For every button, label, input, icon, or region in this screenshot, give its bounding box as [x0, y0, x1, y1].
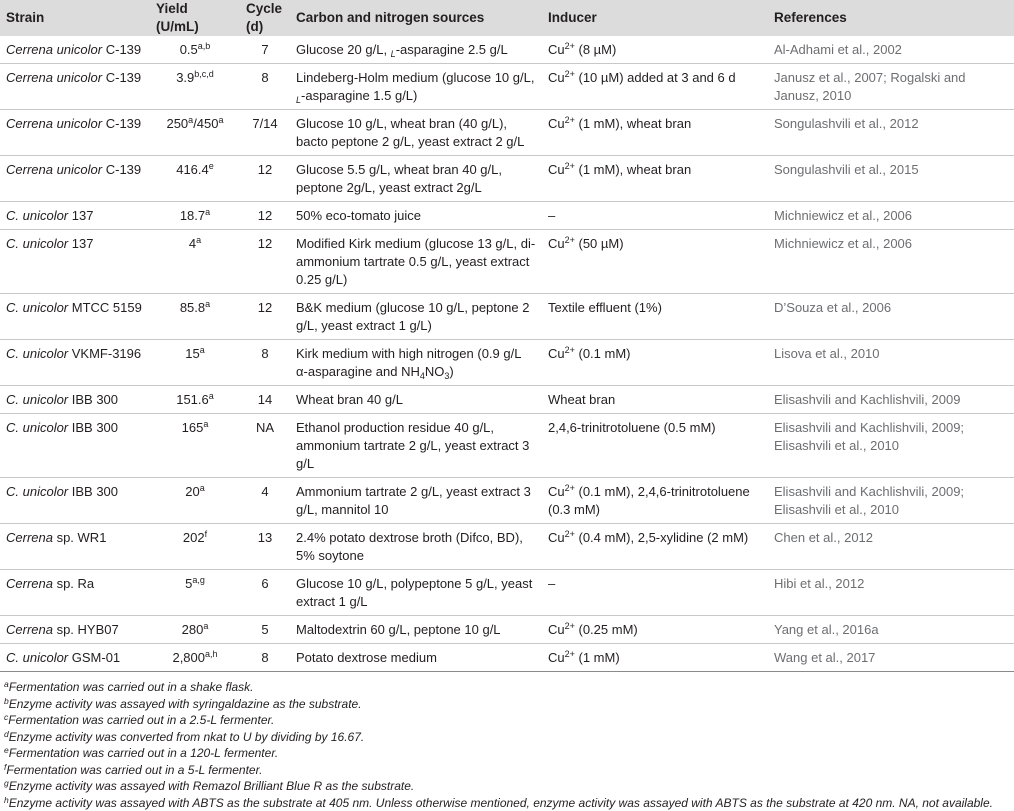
strain-genus: C. unicolor [6, 484, 68, 499]
cell-inducer [542, 110, 768, 156]
cell-strain [0, 64, 150, 110]
yield-footnote-mark: a [200, 483, 205, 493]
table-row [0, 202, 1014, 230]
strain-genus: Cerrena unicolor [6, 116, 102, 131]
footnote-text: Enzyme activity was assayed with ABTS as the substrate at 405 nm. Unless otherwise mentioned, enzyme activity was assayed with ABTS as the substrate at 420 nm. NA, not available. [9, 796, 993, 810]
cell-references: Elisashvili and Kachlishvili, 2009; Elisashvili et al., 2010 [768, 478, 1014, 524]
strain-genus: C. unicolor [6, 236, 68, 251]
cell-text: Cu [548, 70, 565, 85]
cell-references: Songulashvili et al., 2015 [768, 156, 1014, 202]
cell-yield [150, 570, 240, 616]
cell-cycle: NA [240, 414, 290, 478]
cell-text: Textile effluent (1%) [548, 300, 662, 315]
cell-inducer [542, 36, 768, 64]
cell-sources [290, 156, 542, 202]
strain-genus: Cerrena [6, 576, 53, 591]
cell-cycle: 12 [240, 294, 290, 340]
cell-text: (1 mM), wheat bran [575, 116, 691, 131]
cell-strain [0, 644, 150, 672]
cell-cycle: 12 [240, 202, 290, 230]
cell-text: (1 mM), wheat bran [575, 162, 691, 177]
cell-yield [150, 36, 240, 64]
header-inducer: Inducer [542, 0, 768, 36]
cell-text: (0.25 mM) [575, 622, 638, 637]
yield-footnote-mark: e [209, 161, 214, 171]
footnote [4, 712, 1010, 729]
cell-references: Wang et al., 2017 [768, 644, 1014, 672]
strain-id: MTCC 5159 [68, 300, 142, 315]
strain-id: sp. Ra [53, 576, 94, 591]
cell-inducer [542, 230, 768, 294]
yield-value: 202 [183, 530, 205, 545]
cell-references: Songulashvili et al., 2012 [768, 110, 1014, 156]
cell-text: ) [449, 364, 453, 379]
strain-genus: Cerrena unicolor [6, 162, 102, 177]
footnote [4, 762, 1010, 779]
cell-text: Cu [548, 650, 565, 665]
strain-genus: Cerrena unicolor [6, 70, 102, 85]
cell-text: – [548, 576, 555, 591]
cell-sources [290, 478, 542, 524]
yield-value: 165 [182, 420, 204, 435]
cell-text: – [548, 208, 555, 223]
cell-text: Modified Kirk medium (glucose 13 g/L, di-ammonium tartrate 0.5 g/L, yeast extract 0.25 g/L) [296, 236, 535, 287]
table-row [0, 570, 1014, 616]
cell-references: Al-Adhami et al., 2002 [768, 36, 1014, 64]
cell-text: 2,4,6-trinitrotoluene (0.5 mM) [548, 420, 716, 435]
table-row [0, 414, 1014, 478]
cell-inducer [542, 294, 768, 340]
cell-sources [290, 202, 542, 230]
subscript: 4 [420, 371, 425, 381]
cell-text: -asparagine 1.5 g/L) [301, 88, 417, 103]
yield-footnote-mark: f [205, 529, 208, 539]
cell-yield [150, 340, 240, 386]
cell-text: Wheat bran 40 g/L [296, 392, 403, 407]
cell-references: D’Souza et al., 2006 [768, 294, 1014, 340]
yield-value: 20 [185, 484, 199, 499]
header-sources: Carbon and nitrogen sources [290, 0, 542, 36]
footnote-text: Fermentation was carried out in a 2.5-L fermenter. [8, 713, 274, 727]
cell-text: Cu [548, 162, 565, 177]
cell-yield [150, 64, 240, 110]
cell-sources [290, 294, 542, 340]
table-row [0, 340, 1014, 386]
footnote-text: Fermentation was carried out in a shake flask. [9, 680, 254, 694]
cell-sources [290, 340, 542, 386]
yield-footnote-mark: a [196, 235, 201, 245]
cell-inducer [542, 414, 768, 478]
cell-text: 50% eco-tomato juice [296, 208, 421, 223]
header-cycle: Cycle (d) [240, 0, 290, 36]
cell-strain [0, 386, 150, 414]
strain-id: 137 [68, 208, 93, 223]
cell-strain [0, 230, 150, 294]
table-row [0, 110, 1014, 156]
cell-yield [150, 414, 240, 478]
cell-inducer [542, 616, 768, 644]
cell-references: Elisashvili and Kachlishvili, 2009; Elisashvili et al., 2010 [768, 414, 1014, 478]
footnote-mark: c [4, 712, 8, 722]
cell-text: Cu [548, 236, 565, 251]
superscript: 2+ [565, 649, 575, 659]
strain-id: sp. HYB07 [53, 622, 119, 637]
table-footnotes [0, 672, 1014, 811]
superscript: 2+ [565, 483, 575, 493]
table-row [0, 386, 1014, 414]
cell-inducer [542, 156, 768, 202]
cell-inducer [542, 202, 768, 230]
cell-text: Potato dextrose medium [296, 650, 437, 665]
cell-sources [290, 414, 542, 478]
yield-footnote-mark: a,h [205, 649, 218, 659]
cell-strain [0, 294, 150, 340]
strain-id: 137 [68, 236, 93, 251]
cell-yield [150, 478, 240, 524]
cell-text: Ethanol production residue 40 g/L, ammonium tartrate 2 g/L, yeast extract 3 g/L [296, 420, 529, 471]
cell-text: Kirk medium with high nitrogen (0.9 g/L α-asparagine and NH [296, 346, 521, 379]
cell-sources [290, 64, 542, 110]
footnote-mark: b [4, 696, 9, 706]
table-row [0, 36, 1014, 64]
strain-genus: C. unicolor [6, 650, 68, 665]
cell-yield [150, 156, 240, 202]
yield-value: 2,800 [172, 650, 205, 665]
yield-value: 416.4 [176, 162, 209, 177]
superscript: 2+ [565, 235, 575, 245]
yield-footnote-mark: a [188, 115, 193, 125]
cell-inducer [542, 524, 768, 570]
cell-inducer [542, 386, 768, 414]
yield-value: 15 [185, 346, 199, 361]
cell-sources [290, 386, 542, 414]
table-row [0, 478, 1014, 524]
footnote-text: Fermentation was carried out in a 120-L fermenter. [9, 746, 278, 760]
yield-value: 250 [166, 116, 188, 131]
table-row [0, 156, 1014, 202]
footnote [4, 729, 1010, 746]
footnote [4, 778, 1010, 795]
footnote-mark: f [4, 762, 6, 772]
header-row [0, 0, 1014, 36]
cell-cycle: 7/14 [240, 110, 290, 156]
yield-footnote-mark-2: a [219, 115, 224, 125]
strain-id: C-139 [102, 162, 141, 177]
yield-value: 0.5 [180, 42, 198, 57]
footnote-text: Enzyme activity was converted from nkat to U by dividing by 16.67. [9, 730, 365, 744]
cell-strain [0, 156, 150, 202]
cell-inducer [542, 570, 768, 616]
strain-genus: C. unicolor [6, 346, 68, 361]
cell-strain [0, 340, 150, 386]
strain-id: C-139 [102, 42, 141, 57]
cell-cycle: 6 [240, 570, 290, 616]
superscript: 2+ [565, 69, 575, 79]
cell-cycle: 8 [240, 644, 290, 672]
cell-text: (10 µM) added at 3 and 6 d [575, 70, 736, 85]
cell-strain [0, 36, 150, 64]
yield-footnote-mark: a [205, 207, 210, 217]
cell-inducer [542, 644, 768, 672]
cell-inducer [542, 478, 768, 524]
cell-cycle: 8 [240, 64, 290, 110]
cell-text: Glucose 10 g/L, polypeptone 5 g/L, yeast extract 1 g/L [296, 576, 532, 609]
cell-text: Ammonium tartrate 2 g/L, yeast extract 3 g/L, mannitol 10 [296, 484, 531, 517]
cell-strain [0, 524, 150, 570]
yield-value-2: /450 [193, 116, 218, 131]
cell-strain [0, 202, 150, 230]
cell-references: Elisashvili and Kachlishvili, 2009 [768, 386, 1014, 414]
yield-value: 280 [182, 622, 204, 637]
cell-strain [0, 414, 150, 478]
footnote [4, 745, 1010, 762]
cell-text: Cu [548, 116, 565, 131]
cell-text: Lindeberg-Holm medium (glucose 10 g/L, [296, 70, 534, 85]
cell-text: (50 µM) [575, 236, 624, 251]
cell-text: -asparagine 2.5 g/L [396, 42, 508, 57]
cell-text: (1 mM) [575, 650, 620, 665]
cell-text: Cu [548, 622, 565, 637]
superscript: 2+ [565, 115, 575, 125]
cell-strain [0, 110, 150, 156]
footnote [4, 679, 1010, 696]
header-references: References [768, 0, 1014, 36]
cell-references: Michniewicz et al., 2006 [768, 230, 1014, 294]
table-row [0, 64, 1014, 110]
cell-references: Yang et al., 2016a [768, 616, 1014, 644]
cell-sources [290, 616, 542, 644]
cell-text: 2.4% potato dextrose broth (Difco, BD), 5% soytone [296, 530, 523, 563]
cell-text: (0.4 mM), 2,5-xylidine (2 mM) [575, 530, 748, 545]
cell-references: Michniewicz et al., 2006 [768, 202, 1014, 230]
footnote-text: Enzyme activity was assayed with syringaldazine as the substrate. [9, 697, 362, 711]
subscript: 3 [444, 371, 449, 381]
strain-id: IBB 300 [68, 484, 118, 499]
strain-genus: C. unicolor [6, 208, 68, 223]
yield-footnote-mark: a,g [192, 575, 205, 585]
cell-sources [290, 110, 542, 156]
yield-value: 3.9 [176, 70, 194, 85]
cell-text: NO [425, 364, 445, 379]
cell-text: Cu [548, 530, 565, 545]
footnote-mark: a [4, 679, 9, 689]
cell-cycle: 13 [240, 524, 290, 570]
yield-value: 18.7 [180, 208, 205, 223]
cell-strain [0, 478, 150, 524]
table-row [0, 230, 1014, 294]
cell-cycle: 5 [240, 616, 290, 644]
small-caps-letter: L [391, 49, 396, 59]
superscript: 2+ [565, 41, 575, 51]
cell-sources [290, 570, 542, 616]
cell-references: Janusz et al., 2007; Rogalski and Janusz, 2010 [768, 64, 1014, 110]
yield-value: 4 [189, 236, 196, 251]
footnote-mark: h [4, 795, 9, 805]
cell-yield [150, 110, 240, 156]
superscript: 2+ [565, 621, 575, 631]
small-caps-letter: L [296, 95, 301, 105]
cell-sources [290, 524, 542, 570]
yield-footnote-mark: a [203, 419, 208, 429]
cell-text: Cu [548, 42, 565, 57]
cell-text: Cu [548, 346, 565, 361]
strain-genus: C. unicolor [6, 392, 68, 407]
cell-text: Glucose 5.5 g/L, wheat bran 40 g/L, peptone 2g/L, yeast extract 2g/L [296, 162, 502, 195]
cell-yield [150, 294, 240, 340]
yield-footnote-mark: a,b [198, 41, 211, 51]
cell-text: Cu [548, 484, 565, 499]
strain-id: C-139 [102, 70, 141, 85]
cell-references: Chen et al., 2012 [768, 524, 1014, 570]
yield-footnote-mark: a [209, 391, 214, 401]
cell-cycle: 12 [240, 230, 290, 294]
strain-id: sp. WR1 [53, 530, 106, 545]
yield-value: 85.8 [180, 300, 205, 315]
strain-genus: C. unicolor [6, 420, 68, 435]
yield-footnote-mark: b,c,d [194, 69, 214, 79]
footnote [4, 696, 1010, 713]
yield-value: 151.6 [176, 392, 209, 407]
cell-cycle: 8 [240, 340, 290, 386]
cell-strain [0, 570, 150, 616]
yield-footnote-mark: a [205, 299, 210, 309]
yield-footnote-mark: a [203, 621, 208, 631]
header-yield: Yield (U/mL) [150, 0, 240, 36]
cell-yield [150, 616, 240, 644]
strain-id: VKMF-3196 [68, 346, 141, 361]
yield-footnote-mark: a [200, 345, 205, 355]
cell-cycle: 4 [240, 478, 290, 524]
cell-yield [150, 644, 240, 672]
table-header [0, 0, 1014, 36]
cell-text: (8 µM) [575, 42, 616, 57]
cell-sources [290, 36, 542, 64]
cell-text: B&K medium (glucose 10 g/L, peptone 2 g/L, yeast extract 1 g/L) [296, 300, 529, 333]
footnote-mark: d [4, 729, 9, 739]
footnote-mark: e [4, 745, 9, 755]
cell-yield [150, 202, 240, 230]
strain-genus: C. unicolor [6, 300, 68, 315]
table-row [0, 524, 1014, 570]
superscript: 2+ [565, 161, 575, 171]
footnote-text: Fermentation was carried out in a 5-L fermenter. [6, 763, 262, 777]
cell-inducer [542, 340, 768, 386]
cell-text: (0.1 mM), 2,4,6-trinitrotoluene (0.3 mM) [548, 484, 750, 517]
strain-genus: Cerrena [6, 530, 53, 545]
strain-genus: Cerrena [6, 622, 53, 637]
table-row [0, 644, 1014, 672]
cell-sources [290, 230, 542, 294]
strain-genus: Cerrena unicolor [6, 42, 102, 57]
cell-yield [150, 230, 240, 294]
strain-id: C-139 [102, 116, 141, 131]
strain-id: IBB 300 [68, 392, 118, 407]
cell-text: Maltodextrin 60 g/L, peptone 10 g/L [296, 622, 501, 637]
cell-text: (0.1 mM) [575, 346, 631, 361]
table-row [0, 294, 1014, 340]
footnote-mark: g [4, 778, 9, 788]
superscript: 2+ [565, 529, 575, 539]
strain-id: IBB 300 [68, 420, 118, 435]
cell-cycle: 7 [240, 36, 290, 64]
cell-cycle: 14 [240, 386, 290, 414]
cell-text: Glucose 10 g/L, wheat bran (40 g/L), bacto peptone 2 g/L, yeast extract 2 g/L [296, 116, 524, 149]
cell-text: Glucose 20 g/L, [296, 42, 391, 57]
cell-yield [150, 524, 240, 570]
cell-references: Lisova et al., 2010 [768, 340, 1014, 386]
table-row [0, 616, 1014, 644]
strain-id: GSM-01 [68, 650, 120, 665]
cell-references: Hibi et al., 2012 [768, 570, 1014, 616]
table-body [0, 36, 1014, 672]
cell-yield [150, 386, 240, 414]
cell-strain [0, 616, 150, 644]
cell-text: Wheat bran [548, 392, 615, 407]
cell-sources [290, 644, 542, 672]
yield-value: 5 [185, 576, 192, 591]
footnote-text: Enzyme activity was assayed with Remazol Brilliant Blue R as the substrate. [9, 779, 415, 793]
cell-cycle: 12 [240, 156, 290, 202]
header-strain: Strain [0, 0, 150, 36]
cell-inducer [542, 64, 768, 110]
superscript: 2+ [565, 345, 575, 355]
